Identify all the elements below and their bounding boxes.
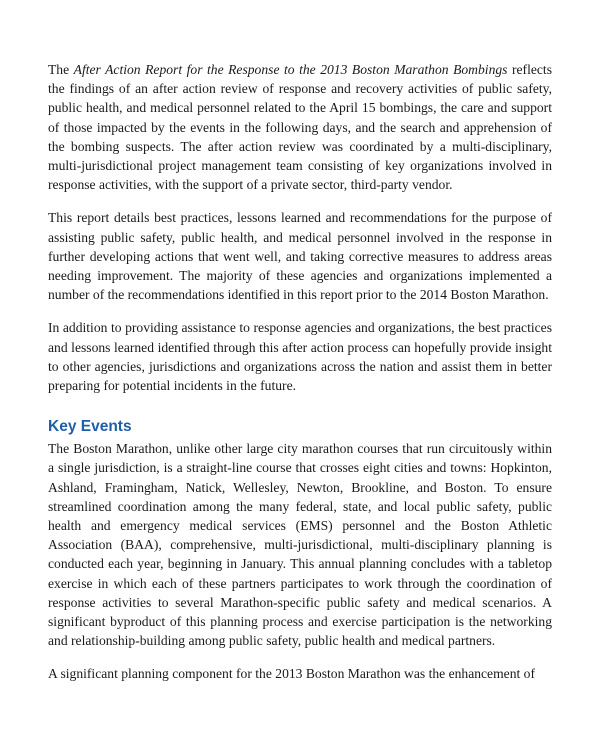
paragraph-assistance: In addition to providing assistance to response agencies and organizations, the best practices and lessons learned identified through this after action process can hopefully provide insight to other agencies, jurisdictions and organizations across the nation and assist them in better preparing for potential incidents in the future.: [48, 320, 552, 394]
paragraph-intro-lead: The: [48, 62, 74, 77]
paragraph-intro-rest: reflects the findings of an after action review of response and recovery activities of public safety, public health, and medical personnel related to the April 15 bombings, the care and support of those impacted by the events in the following days, and the search and apprehension of the bombing suspects. The after action review was coordinated by a multi-disciplinary, multi-jurisdictional project management team consisting of key organizations involved in response activities, with the support of a private sector, third-party vendor.: [48, 62, 552, 193]
paragraph-report-details: This report details best practices, lessons learned and recommendations for the purpose of assisting public safety, public health, and medical personnel involved in the response in further developing actions that went well, and taking corrective measures to address areas needing improvement. The majority of these agencies and organizations implemented a number of the recommendations identified in this report prior to the 2014 Boston Marathon.: [48, 210, 552, 303]
paragraph-planning-component: A significant planning component for the 2013 Boston Marathon was the enhancement of: [48, 666, 535, 682]
paragraph-intro: [48, 60, 552, 194]
paragraph-key-events: The Boston Marathon, unlike other large city marathon courses that run circuitously within a single jurisdiction, is a straight-line course that crosses eight cities and towns: Hopkinton, Ashland, Framingham, Natick, Wellesley, Newton, Brookline, and Boston. To ensure streamlined coordination among the many federal, state, and local public safety, public health and emergency medical services (EMS) personnel and the Boston Athletic Association (BAA), comprehensive, multi-jurisdictional, multi-disciplinary planning is conducted each year, beginning in January. This annual planning concludes with a tabletop exercise in which each of these partners participates to work through the coordination of response activities to several Marathon-specific public safety and medical scenarios. A significant byproduct of this planning process and exercise participation is the networking and relationship-building among public safety, public health and medical partners.: [48, 441, 552, 649]
report-title: After Action Report for the Response to the 2013 Boston Marathon Bombings: [73, 62, 508, 77]
section-heading-key-events: Key Events: [48, 418, 132, 436]
